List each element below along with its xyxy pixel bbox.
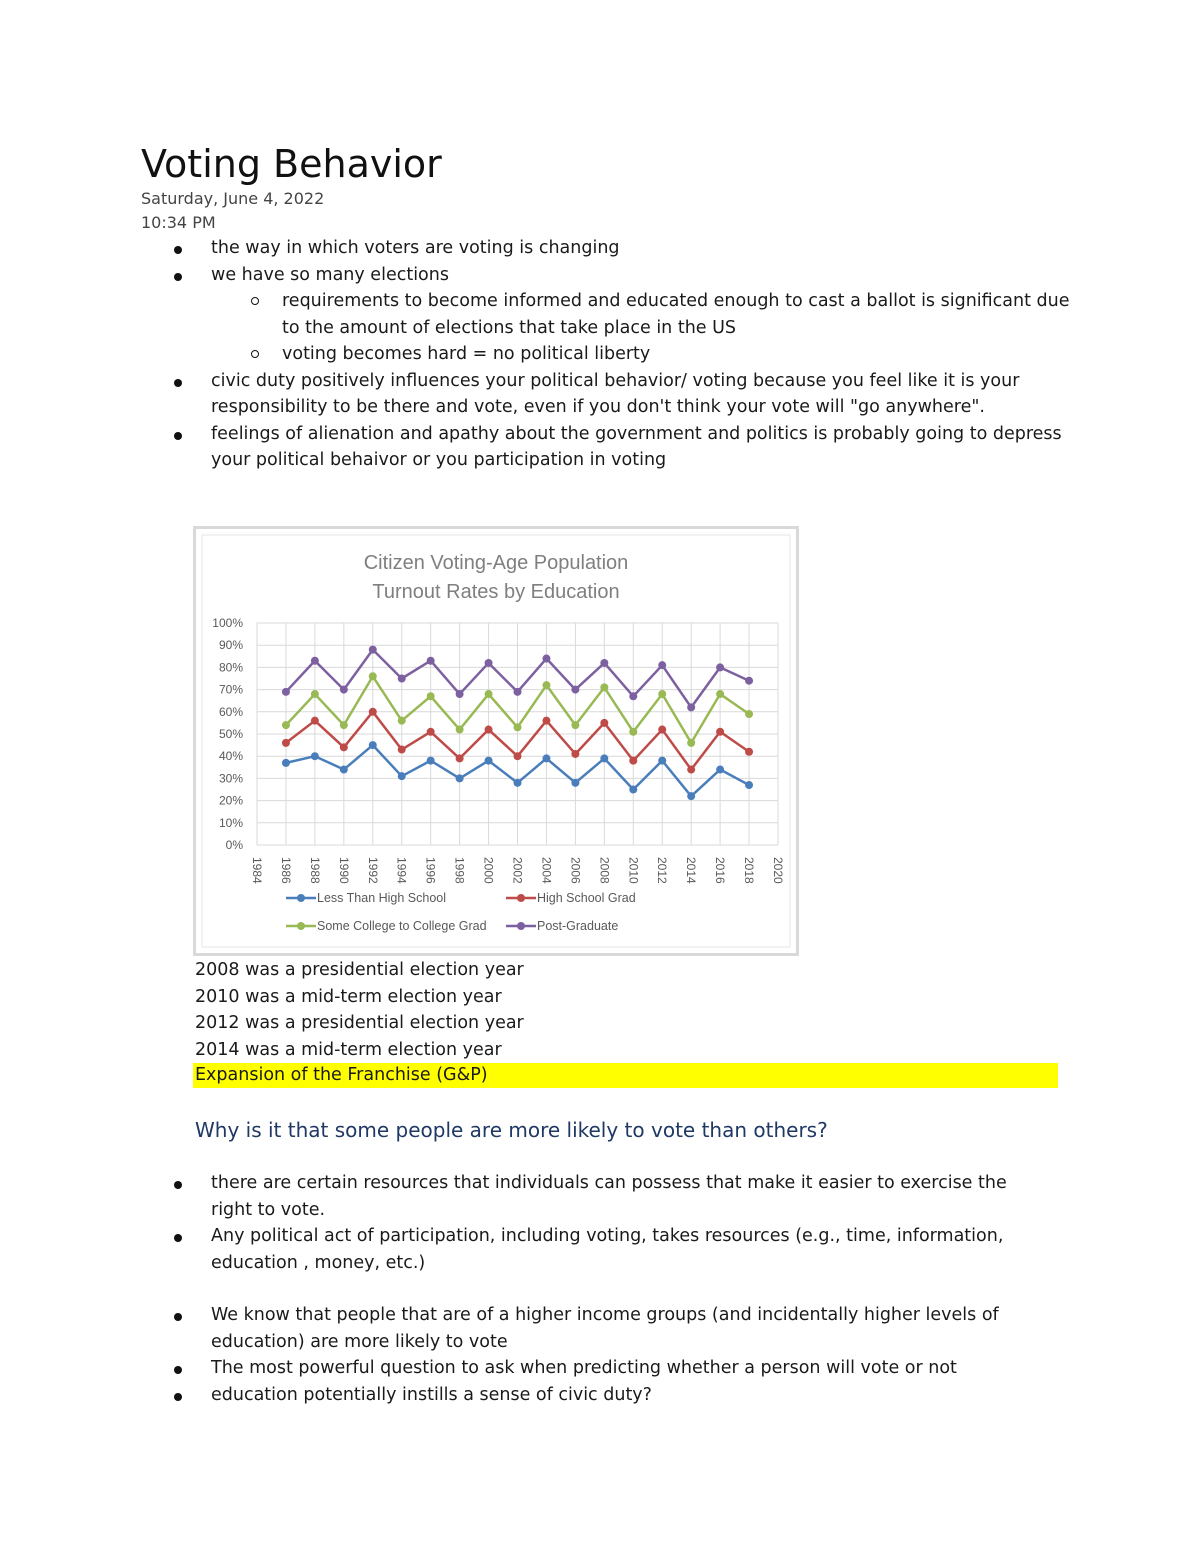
list-item-text: feelings of alienation and apathy about the government and politics is probably going to depress your political behaivor or you participation in voting: [211, 423, 1062, 470]
data-point: [369, 708, 377, 716]
list-item-text: The most powerful question to ask when predicting whether a person will vote or not: [211, 1358, 957, 1378]
data-point: [600, 719, 608, 727]
data-point: [514, 723, 522, 731]
data-point: [282, 739, 290, 747]
list-item-text: there are certain resources that individuals can possess that make it easier to exercise the right to vote.: [211, 1173, 1007, 1220]
y-tick-label: 30%: [218, 771, 243, 786]
data-point: [340, 766, 348, 774]
data-point: [745, 748, 753, 756]
data-point: [311, 657, 319, 665]
notes-list-top: [141, 235, 1071, 474]
sub-list-item-text: voting becomes hard = no political liberty: [282, 344, 651, 364]
data-point: [745, 781, 753, 789]
data-point: [456, 754, 464, 762]
list-item-text: We know that people that are of a higher income groups (and incidentally higher levels of education) are more likely to vote: [211, 1305, 999, 1352]
list-item: [141, 262, 1071, 368]
legend-label: Post-Graduate: [537, 919, 619, 933]
y-tick-label: 70%: [218, 682, 243, 697]
legend-label: High School Grad: [537, 891, 636, 905]
x-tick-label: 1992: [365, 857, 380, 884]
data-point: [340, 721, 348, 729]
legend-marker: [517, 922, 525, 930]
data-point: [687, 703, 695, 711]
list-item: [141, 1355, 1041, 1382]
y-tick-label: 80%: [218, 660, 243, 675]
y-tick-label: 90%: [218, 638, 243, 653]
data-point: [427, 657, 435, 665]
list-item-text: Any political act of participation, including voting, takes resources (e.g., time, information, education , money, etc.): [211, 1226, 1004, 1273]
data-point: [658, 726, 666, 734]
x-tick-label: 1988: [307, 857, 322, 884]
data-point: [687, 739, 695, 747]
x-tick-label: 2006: [568, 857, 583, 884]
data-point: [629, 786, 637, 794]
x-tick-label: 1998: [452, 857, 467, 884]
data-point: [542, 754, 550, 762]
list-item: [141, 1382, 1041, 1409]
y-tick-label: 20%: [218, 793, 243, 808]
election-note: 2012 was a presidential election year: [195, 1013, 524, 1033]
list-item: [141, 1223, 1041, 1276]
data-point: [716, 690, 724, 698]
data-point: [542, 655, 550, 663]
bullet-icon: [174, 432, 182, 440]
list-item: [141, 1170, 1041, 1223]
x-tick-label: 2020: [771, 857, 785, 884]
page-title: Voting Behavior: [141, 142, 442, 186]
y-tick-label: 40%: [218, 749, 243, 764]
data-point: [571, 779, 579, 787]
highlighted-note: Expansion of the Franchise (G&P): [193, 1063, 1058, 1088]
bullet-icon: [174, 1313, 182, 1321]
list-item-text: education potentially instills a sense of civic duty?: [211, 1384, 652, 1405]
bullet-icon: [174, 1181, 182, 1189]
data-point: [456, 690, 464, 698]
x-tick-label: 2016: [713, 857, 728, 884]
list-item-text: civic duty positively influences your political behavior/ voting because you feel like it is your responsibility to be there and vote, even if you don't think your vote will "go anywhere".: [211, 370, 1020, 417]
x-tick-label: 2002: [510, 857, 525, 884]
data-point: [369, 672, 377, 680]
data-point: [658, 757, 666, 765]
list-item-text: the way in which voters are voting is changing: [211, 238, 620, 258]
data-point: [629, 692, 637, 700]
bullet-icon: [174, 1366, 182, 1374]
data-point: [485, 757, 493, 765]
x-tick-label: 2010: [626, 857, 641, 884]
legend-label: Less Than High School: [317, 891, 447, 905]
data-point: [571, 750, 579, 758]
legend-marker: [297, 922, 305, 930]
data-point: [629, 728, 637, 736]
y-tick-label: 0%: [225, 838, 243, 852]
data-point: [398, 772, 406, 780]
bullet-icon: [174, 273, 182, 281]
list-item: [141, 235, 1071, 262]
election-note: 2010 was a mid-term election year: [195, 986, 502, 1007]
data-point: [340, 686, 348, 694]
data-point: [542, 717, 550, 725]
sub-list-item-text: requirements to become informed and educated enough to cast a ballot is significant due to the amount of elections that take place in the US: [282, 291, 1070, 338]
x-tick-label: 2008: [597, 857, 612, 884]
data-point: [571, 721, 579, 729]
chart-subtitle: Turnout Rates by Education: [372, 581, 620, 603]
x-tick-label: 1996: [423, 857, 438, 884]
sub-list-item: [141, 341, 1071, 368]
list-item: [141, 421, 1071, 474]
data-point: [716, 663, 724, 671]
data-point: [340, 743, 348, 751]
data-point: [427, 692, 435, 700]
data-point: [369, 741, 377, 749]
data-point: [571, 686, 579, 694]
x-tick-label: 2014: [684, 857, 699, 884]
bullet-icon: [174, 1393, 182, 1401]
data-point: [658, 690, 666, 698]
notes-list-bottom: [141, 1170, 1041, 1408]
x-tick-label: 2000: [481, 857, 496, 884]
x-tick-label: 1990: [336, 857, 351, 884]
data-point: [658, 661, 666, 669]
x-tick-label: 1984: [250, 857, 264, 884]
data-point: [282, 688, 290, 696]
data-point: [600, 659, 608, 667]
legend-marker: [517, 894, 525, 902]
data-point: [745, 710, 753, 718]
page-time: 10:34 PM: [141, 213, 216, 232]
data-point: [687, 766, 695, 774]
chart-title: Citizen Voting-Age Population: [363, 552, 629, 574]
data-point: [369, 646, 377, 654]
data-point: [456, 774, 464, 782]
data-point: [311, 717, 319, 725]
data-point: [629, 757, 637, 765]
data-point: [282, 721, 290, 729]
bullet-icon: [174, 379, 182, 387]
data-point: [282, 759, 290, 767]
election-notes: [195, 957, 524, 1063]
x-tick-label: 2012: [655, 857, 670, 884]
hollow-bullet-icon: [251, 350, 259, 358]
data-point: [687, 792, 695, 800]
x-tick-label: 1994: [394, 857, 409, 884]
list-item: [141, 1302, 1041, 1355]
data-point: [398, 717, 406, 725]
turnout-chart-svg: [196, 529, 796, 953]
data-point: [427, 728, 435, 736]
list-item: [141, 368, 1071, 421]
data-point: [427, 757, 435, 765]
data-point: [716, 766, 724, 774]
data-point: [485, 726, 493, 734]
data-point: [514, 779, 522, 787]
data-point: [745, 677, 753, 685]
data-point: [514, 752, 522, 760]
data-point: [398, 746, 406, 754]
legend-label: Some College to College Grad: [317, 919, 487, 933]
list-item-text: we have so many elections: [211, 264, 449, 285]
data-point: [485, 659, 493, 667]
bullet-icon: [174, 246, 182, 254]
data-point: [311, 752, 319, 760]
data-point: [600, 683, 608, 691]
data-point: [600, 754, 608, 762]
data-point: [716, 728, 724, 736]
y-tick-label: 10%: [218, 815, 243, 830]
data-point: [485, 690, 493, 698]
data-point: [398, 675, 406, 683]
turnout-chart: [193, 526, 799, 956]
bullet-icon: [174, 1234, 182, 1242]
legend-marker: [297, 894, 305, 902]
x-tick-label: 2004: [539, 857, 554, 884]
election-note: 2008 was a presidential election year: [195, 960, 524, 980]
sub-list-item: [141, 288, 1071, 341]
sub-list: [211, 288, 1071, 368]
y-tick-label: 50%: [218, 727, 243, 741]
section-heading: Why is it that some people are more likely to vote than others?: [195, 1118, 828, 1142]
page-date: Saturday, June 4, 2022: [141, 189, 325, 208]
data-point: [542, 681, 550, 689]
x-tick-label: 2018: [742, 857, 757, 884]
y-tick-label: 60%: [218, 704, 243, 719]
x-tick-label: 1986: [278, 857, 293, 884]
election-note: 2014 was a mid-term election year: [195, 1039, 502, 1060]
data-point: [456, 726, 464, 734]
hollow-bullet-icon: [251, 297, 259, 305]
y-tick-label: 100%: [212, 616, 243, 630]
data-point: [514, 688, 522, 696]
data-point: [311, 690, 319, 698]
